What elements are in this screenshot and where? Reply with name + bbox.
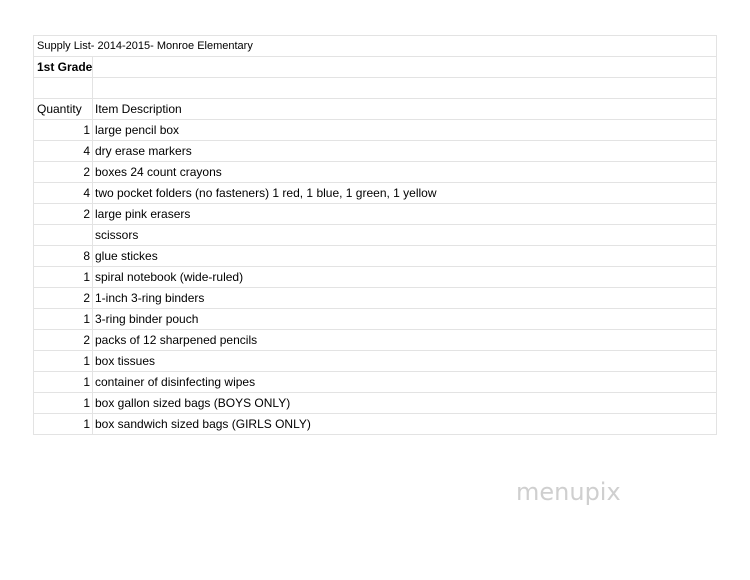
- list-item: [34, 267, 717, 288]
- grade-label: 1st Grade: [34, 57, 93, 77]
- empty-cell: [93, 78, 717, 98]
- item-description: glue stickes: [93, 246, 717, 266]
- item-description: box gallon sized bags (BOYS ONLY): [93, 393, 717, 413]
- item-quantity: 1: [34, 309, 93, 329]
- item-quantity: 1: [34, 414, 93, 434]
- item-quantity: 1: [34, 393, 93, 413]
- item-quantity: 4: [34, 141, 93, 161]
- quantity-header: Quantity: [34, 99, 93, 119]
- item-description: dry erase markers: [93, 141, 717, 161]
- item-quantity: [34, 225, 93, 245]
- item-quantity: 4: [34, 183, 93, 203]
- list-item: [34, 351, 717, 372]
- item-description: large pencil box: [93, 120, 717, 140]
- item-description: boxes 24 count crayons: [93, 162, 717, 182]
- spacer-row: [34, 78, 717, 99]
- item-description: box sandwich sized bags (GIRLS ONLY): [93, 414, 717, 434]
- item-description: packs of 12 sharpened pencils: [93, 330, 717, 350]
- list-item: [34, 141, 717, 162]
- menupix-watermark: menupix: [516, 478, 621, 506]
- item-description: spiral notebook (wide-ruled): [93, 267, 717, 287]
- description-header: Item Description: [93, 99, 717, 119]
- list-item: [34, 372, 717, 393]
- list-item: [34, 225, 717, 246]
- list-item: [34, 246, 717, 267]
- list-item: [34, 183, 717, 204]
- empty-cell: [34, 78, 93, 98]
- header-row: [34, 99, 717, 120]
- item-quantity: 2: [34, 330, 93, 350]
- item-quantity: 1: [34, 267, 93, 287]
- list-item: [34, 330, 717, 351]
- list-item: [34, 120, 717, 141]
- item-list: [34, 120, 717, 435]
- item-description: two pocket folders (no fasteners) 1 red, 1 blue, 1 green, 1 yellow: [93, 183, 717, 203]
- empty-cell: [93, 57, 717, 77]
- list-item: [34, 162, 717, 183]
- list-item: [34, 393, 717, 414]
- item-quantity: 2: [34, 162, 93, 182]
- item-description: scissors: [93, 225, 717, 245]
- item-description: container of disinfecting wipes: [93, 372, 717, 392]
- title-row: [34, 36, 717, 57]
- item-quantity: 2: [34, 204, 93, 224]
- item-quantity: 8: [34, 246, 93, 266]
- item-quantity: 1: [34, 120, 93, 140]
- item-quantity: 1: [34, 351, 93, 371]
- item-quantity: 2: [34, 288, 93, 308]
- item-description: 1-inch 3-ring binders: [93, 288, 717, 308]
- item-quantity: 1: [34, 372, 93, 392]
- supply-list-sheet: [33, 35, 717, 435]
- item-description: 3-ring binder pouch: [93, 309, 717, 329]
- list-item: [34, 288, 717, 309]
- grade-row: [34, 57, 717, 78]
- list-item: [34, 309, 717, 330]
- list-item: [34, 414, 717, 435]
- list-item: [34, 204, 717, 225]
- document-title: Supply List- 2014-2015- Monroe Elementary: [34, 36, 717, 56]
- item-description: box tissues: [93, 351, 717, 371]
- item-description: large pink erasers: [93, 204, 717, 224]
